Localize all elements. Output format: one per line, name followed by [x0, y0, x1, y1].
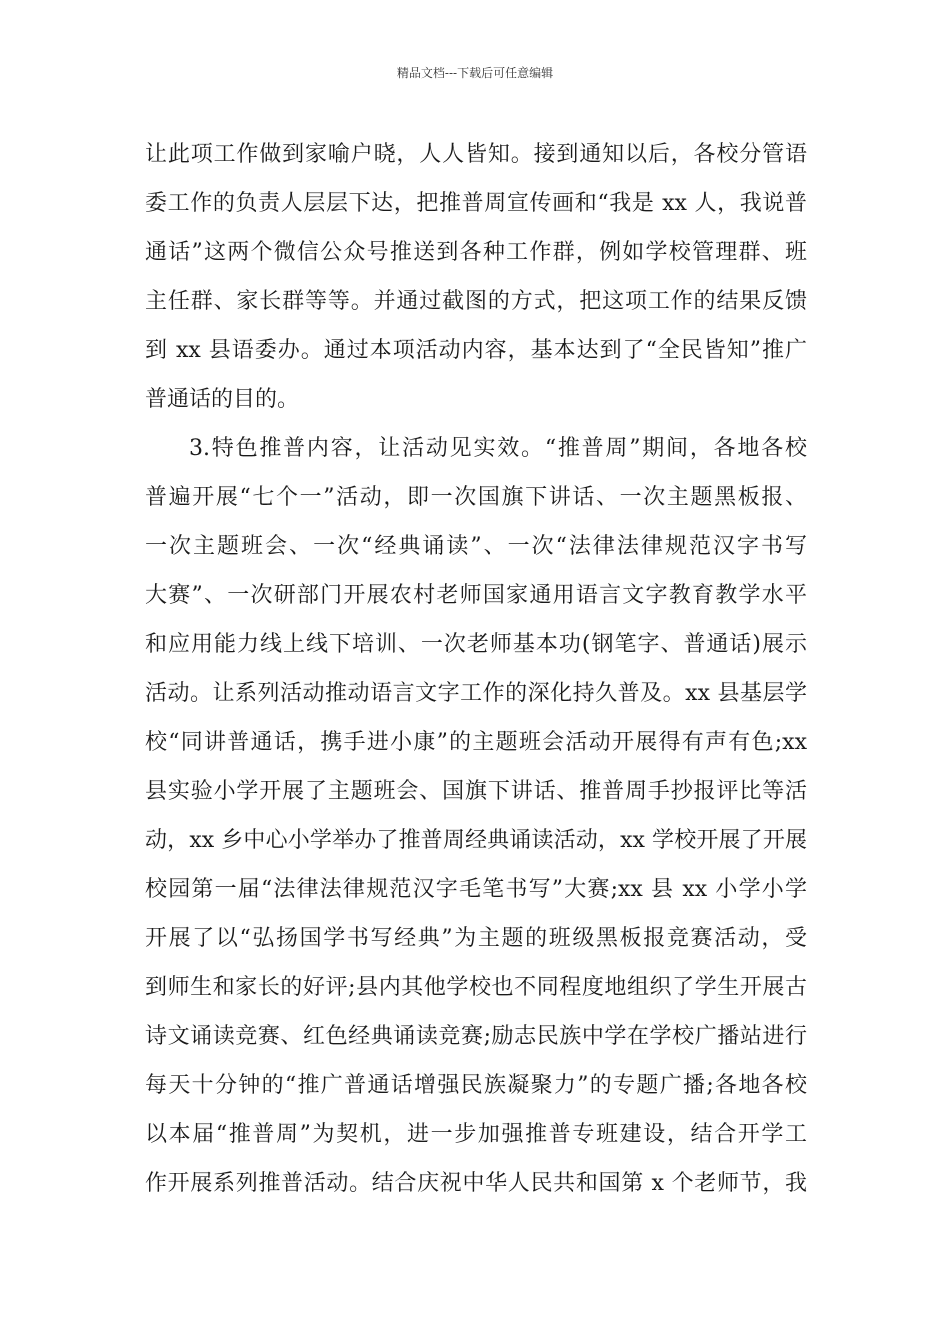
- text-line: 一次主题班会、一次“经典诵读”、一次“法律法律规范汉字书写: [145, 534, 807, 559]
- text-line: 以本届“推普周”为契机，进一步加强推普专班建设，结合开学工: [145, 1122, 807, 1147]
- text-line: 和应用能力线上线下培训、一次老师基本功(钢笔字、普通话)展示: [145, 632, 807, 657]
- text-line: 普遍开展“七个一”活动，即一次国旗下讲话、一次主题黑板报、: [145, 485, 807, 510]
- text-line: 普通话的目的。: [145, 387, 300, 412]
- text-line: 作开展系列推普活动。结合庆祝中华人民共和国第 x 个老师节，我: [145, 1171, 807, 1196]
- text-line: 县实验小学开展了主题班会、国旗下讲话、推普周手抄报评比等活: [145, 779, 807, 804]
- paragraph-1: [145, 130, 807, 424]
- document-body: [145, 130, 807, 1208]
- text-line: 活动。让系列活动推动语言文字工作的深化持久普及。xx 县基层学: [145, 681, 807, 706]
- text-line: 诗文诵读竞赛、红色经典诵读竞赛;励志民族中学在学校广播站进行: [145, 1024, 807, 1049]
- text-line: 开展了以“弘扬国学书写经典”为主题的班级黑板报竞赛活动，受: [145, 926, 807, 951]
- paragraph-2: [145, 424, 807, 1208]
- page-header: 精品文档---下载后可任意编辑: [396, 66, 554, 80]
- text-line: 主任群、家长群等等。并通过截图的方式，把这项工作的结果反馈: [145, 289, 807, 314]
- text-line: 委工作的负责人层层下达，把推普周宣传画和“我是 xx 人，我说普: [145, 191, 807, 216]
- text-line: 通话”这两个微信公众号推送到各种工作群，例如学校管理群、班: [145, 240, 807, 265]
- text-line: 到师生和家长的好评;县内其他学校也不同程度地组织了学生开展古: [145, 975, 807, 1000]
- text-line: 校“同讲普通话，携手进小康”的主题班会活动开展得有声有色;xx: [145, 730, 807, 755]
- text-line: 让此项工作做到家喻户晓，人人皆知。接到通知以后，各校分管语: [145, 142, 807, 167]
- text-line: 每天十分钟的“推广普通话增强民族凝聚力”的专题广播;各地各校: [145, 1073, 807, 1098]
- text-line: 动，xx 乡中心小学举办了推普周经典诵读活动，xx 学校开展了开展: [145, 828, 807, 853]
- text-line: 3.特色推普内容，让活动见实效。“推普周”期间，各地各校: [189, 436, 807, 461]
- text-line: 校园第一届“法律法律规范汉字毛笔书写”大赛;xx 县 xx 小学小学: [145, 877, 807, 902]
- text-line: 到 xx 县语委办。通过本项活动内容，基本达到了“全民皆知”推广: [145, 338, 807, 363]
- text-line: 大赛”、一次研部门开展农村老师国家通用语言文字教育教学水平: [145, 583, 807, 608]
